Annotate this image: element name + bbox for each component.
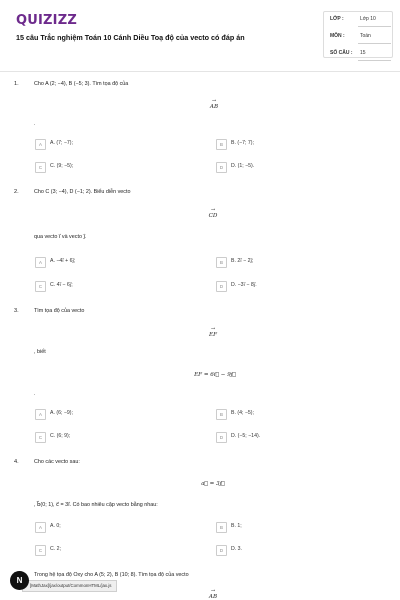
option-label: A. −4i⃗ + 6j⃗;	[50, 258, 76, 264]
option-letter-box: A	[35, 257, 46, 268]
document-header	[0, 0, 400, 72]
option-label: B. 1;	[231, 523, 242, 529]
math-vector	[199, 213, 227, 219]
info-row-count	[323, 45, 391, 62]
option-letter-box: D	[216, 432, 227, 443]
math-equation: EF = 6i⃗ − 9j⃗	[194, 372, 236, 378]
option-label: D. 3.	[231, 546, 242, 552]
info-row-class	[323, 11, 391, 28]
option-letter-box: C	[35, 162, 46, 173]
vector-label: → CD	[209, 213, 218, 219]
option-label: A. (7; −7);	[50, 140, 73, 146]
info-key: LỚP :	[330, 16, 344, 22]
question-tail: , biết	[34, 349, 46, 355]
option-label: C. (9; −5);	[50, 163, 74, 169]
option-letter-box: B	[216, 257, 227, 268]
info-value: 15	[360, 50, 366, 56]
question-number: 1.	[14, 81, 19, 87]
question-text: Trong hệ tọa độ Oxy cho A (5; 2), B (10; 8). Tìm tọa độ của vecto	[34, 572, 189, 578]
info-value: Toán	[360, 33, 371, 39]
option-letter-box: C	[35, 432, 46, 443]
question-text: Cho các vecto sau:	[34, 459, 80, 465]
question-tail: .	[34, 121, 36, 127]
info-value: Lớp 10	[360, 16, 376, 22]
info-underline	[358, 60, 391, 61]
mathjax-status-bar: [MathJax]/jax/output/CommonHTML/jax.js	[22, 580, 117, 592]
info-table	[323, 11, 391, 62]
question-text: Tìm tọa độ của vecto	[34, 308, 85, 314]
option-label: B. (4; −5);	[231, 410, 254, 416]
document-title: 15 câu Trắc nghiệm Toán 10 Cánh Diều Toạ độ của vecto có đáp án	[16, 33, 245, 42]
option-letter-box: D	[216, 162, 227, 173]
question-tail: , b⃗(0; 1), c⃗ = 3i⃗. Có bao nhiêu cặp vecto bằng nhau:	[34, 502, 158, 508]
question-number: 4.	[14, 459, 19, 465]
question-tail: .	[34, 391, 36, 397]
info-key: MÔN :	[330, 33, 345, 39]
math-equation: a⃗ = 3j⃗	[201, 481, 225, 487]
question-number: 3.	[14, 308, 19, 314]
quizizz-logo[interactable]: QUIZIZZ	[16, 13, 77, 28]
option-label: D. (1; −5).	[231, 163, 255, 169]
option-letter-box: B	[216, 409, 227, 420]
option-letter-box: A	[35, 139, 46, 150]
option-letter-box: C	[35, 281, 46, 292]
option-letter-box: D	[216, 281, 227, 292]
math-vector	[199, 332, 227, 338]
question-text: Cho C (3; −4), D (−1; 2). Biểu diễn vecto	[34, 189, 131, 195]
option-letter-box: C	[35, 545, 46, 556]
option-letter-box: A	[35, 409, 46, 420]
option-label: B. 2i⃗ − 2j⃗;	[231, 258, 254, 264]
info-underline	[358, 26, 391, 27]
info-underline	[358, 43, 391, 44]
question-text: Cho A (2; −4), B (−5; 3). Tìm tọa độ của	[34, 81, 129, 87]
vector-label: → AB	[209, 594, 217, 600]
info-row-subject	[323, 28, 391, 45]
question-tail: qua vecto i⃗ và vecto j⃗.	[34, 234, 87, 240]
option-letter-box: D	[216, 545, 227, 556]
option-label: C. (6; 9);	[50, 433, 71, 439]
vector-label: → EF	[209, 332, 217, 338]
option-label: C. 4i⃗ − 6j⃗;	[50, 282, 73, 288]
vector-label: → AB	[210, 104, 218, 110]
question-number: 2.	[14, 189, 19, 195]
header-divider	[0, 71, 400, 72]
option-label: D. (−5; −14).	[231, 433, 261, 439]
option-label: C. 2;	[50, 546, 61, 552]
option-label: A. (6; −9);	[50, 410, 73, 416]
option-letter-box: A	[35, 522, 46, 533]
notification-badge[interactable]: N	[10, 571, 29, 590]
option-letter-box: B	[216, 522, 227, 533]
math-vector	[200, 104, 228, 110]
info-key: SỐ CÂU :	[330, 50, 353, 56]
math-vector	[199, 594, 227, 600]
option-label: D. −3i⃗ − 8j⃗.	[231, 282, 257, 288]
option-letter-box: B	[216, 139, 227, 150]
option-label: B. (−7; 7);	[231, 140, 254, 146]
option-label: A. 0;	[50, 523, 61, 529]
